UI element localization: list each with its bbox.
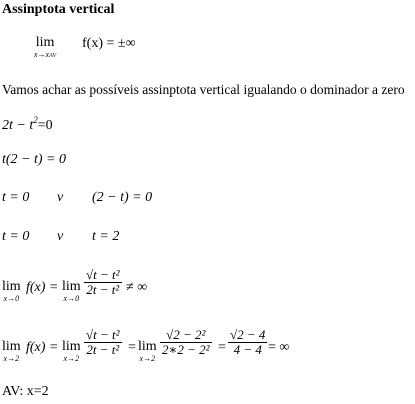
- equation-denominator: $2t - t^2=0$: [2, 115, 53, 133]
- limit-two-lhs-lim: lim x→2: [2, 339, 21, 363]
- definition-limit: [34, 36, 56, 61]
- intro-text: Vamos achar as possíveis assinptota vertical igualando o dominador a zero: [2, 82, 405, 97]
- equation-solution-a: t = 0: [2, 229, 30, 244]
- lim-word: lim: [35, 35, 55, 50]
- limit-two-mid-lim: lim x→2: [138, 339, 157, 363]
- equation-factored: t(2 − t) = 0: [2, 152, 66, 167]
- limit-zero-function: f(x) =: [26, 280, 59, 295]
- or-symbol: ν: [57, 190, 64, 205]
- limit-two-rhs-lim: lim x→2: [62, 339, 81, 363]
- limit-two-result: = ∞: [268, 340, 290, 355]
- equation-roots-a: t = 0: [2, 190, 30, 205]
- limit-two-equals-1: =: [128, 340, 136, 355]
- limit-zero-rhs-lim: lim x→0: [62, 279, 81, 303]
- equation-solution-b: t = 2: [92, 229, 120, 244]
- limit-two-fraction-3: $\frac{√2 - 4}{4 - 4}$: [230, 327, 266, 357]
- definition-expression: f(x) = ±∞: [82, 36, 136, 51]
- limit-zero-result: ≠ ∞: [126, 280, 148, 295]
- equation-roots-b: (2 − t) = 0: [92, 190, 153, 205]
- limit-zero-lhs-lim: lim x→0: [2, 279, 21, 303]
- answer-text: AV: x=2: [2, 384, 49, 399]
- limit-zero-fraction: $\frac{\text{√t − t²}}{\text{2t − t²}}$: [86, 267, 120, 297]
- section-heading: Assinptota vertical: [2, 2, 115, 17]
- limit-two-fraction-2: $\frac{\text{√2 − 2²}}{\text{2∗2 − 2²}}$: [162, 327, 210, 357]
- or-symbol-2: ν: [57, 229, 64, 244]
- limit-two-function: f(x) =: [26, 340, 59, 355]
- limit-two-fraction-1: $\frac{\text{√t − t²}}{\text{2t − t²}}$: [86, 327, 120, 357]
- lim-subscript: x→xAV: [34, 50, 57, 59]
- limit-two-equals-2: =: [218, 340, 226, 355]
